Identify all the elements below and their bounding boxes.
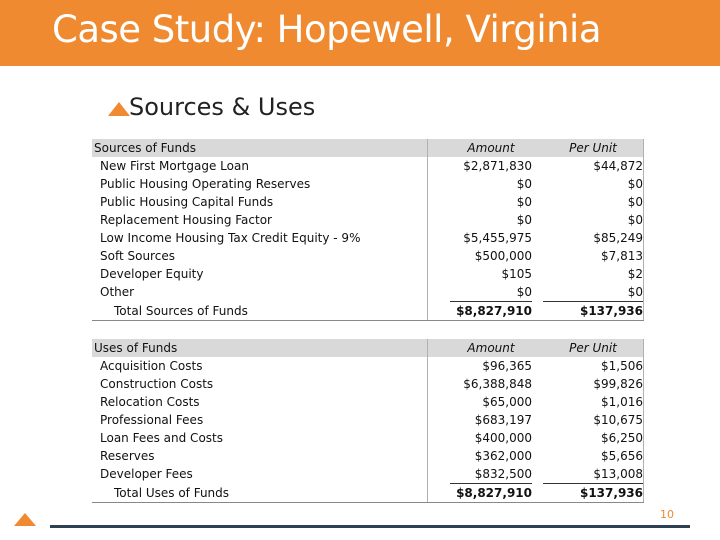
sources-amount-header: Amount [450,139,532,157]
row-per-unit: $6,250 [543,429,644,447]
row-label: Acquisition Costs [100,359,203,373]
row-amount: $105 [501,267,532,281]
row-amount: $6,388,848 [463,377,532,391]
table-row [92,247,644,265]
row-amount: $0 [516,213,532,227]
page-number: 10 [660,508,674,521]
sources-table [92,139,644,321]
sources-per-unit-header: Per Unit [543,139,644,157]
row-per-unit: $0 [543,193,644,211]
triangle-bullet-icon [108,102,130,116]
row-per-unit: $0 [543,211,644,229]
row-label: Replacement Housing Factor [100,213,272,227]
sources-total-row [92,302,644,321]
total-label: Total Uses of Funds [92,484,428,503]
table-row [92,429,644,447]
row-per-unit: $85,249 [543,229,644,247]
row-per-unit: $44,872 [543,157,644,175]
row-per-unit: $0 [543,283,644,302]
table-row [92,229,644,247]
table-row [92,447,644,465]
footer-triangle-icon [14,513,36,526]
sources-header-row [92,139,644,157]
uses-heading: Uses of Funds [92,339,428,357]
row-per-unit: $1,016 [543,393,644,411]
row-amount: $500,000 [474,249,532,263]
table-row [92,375,644,393]
row-amount: $832,500 [474,467,532,481]
row-label: Public Housing Capital Funds [100,195,274,209]
row-amount: $683,197 [474,413,532,427]
row-label: Soft Sources [100,249,175,263]
uses-per-unit-header: Per Unit [543,339,644,357]
total-per-unit: $137,936 [543,302,644,321]
table-row [92,157,644,175]
row-per-unit: $10,675 [543,411,644,429]
row-amount: $400,000 [474,431,532,445]
uses-table [92,339,644,503]
table-row [92,357,644,375]
row-amount: $96,365 [482,359,532,373]
table-row [92,193,644,211]
slide-title: Case Study: Hopewell, Virginia [52,8,601,51]
row-amount: $0 [516,177,532,191]
row-per-unit: $99,826 [543,375,644,393]
table-row [92,411,644,429]
row-label: Professional Fees [100,413,204,427]
table-row [92,175,644,193]
row-label: Public Housing Operating Reserves [100,177,311,191]
row-amount: $5,455,975 [463,231,532,245]
row-label: Other [100,285,135,300]
row-label: Developer Equity [100,267,204,281]
table-row [92,265,644,283]
row-per-unit: $7,813 [543,247,644,265]
row-label: New First Mortgage Loan [100,159,249,173]
row-amount: $2,871,830 [463,159,532,173]
row-amount: $0 [516,285,532,299]
row-label: Low Income Housing Tax Credit Equity - 9% [100,231,361,245]
row-label: Reserves [100,449,155,463]
footer-rule [50,525,690,528]
table-row [92,393,644,411]
row-label: Relocation Costs [100,395,200,409]
slide-subtitle: Sources & Uses [129,93,316,121]
table-row [92,465,644,484]
title-bar [0,0,720,66]
total-label: Total Sources of Funds [92,302,428,321]
row-per-unit: $1,506 [543,357,644,375]
row-label: Developer Fees [100,467,193,482]
row-per-unit: $5,656 [543,447,644,465]
row-amount: $362,000 [474,449,532,463]
uses-total-row [92,484,644,503]
uses-header-row [92,339,644,357]
total-per-unit: $137,936 [543,484,644,503]
table-row [92,211,644,229]
total-amount: $8,827,910 [450,302,532,321]
uses-amount-header: Amount [450,339,532,357]
row-amount: $65,000 [482,395,532,409]
row-amount: $0 [516,195,532,209]
row-label: Construction Costs [100,377,214,391]
sources-heading: Sources of Funds [92,139,428,157]
row-label: Loan Fees and Costs [100,431,223,445]
table-row [92,283,644,302]
row-per-unit: $0 [543,175,644,193]
row-per-unit: $2 [543,265,644,283]
row-per-unit: $13,008 [543,465,644,484]
total-amount: $8,827,910 [450,484,532,503]
